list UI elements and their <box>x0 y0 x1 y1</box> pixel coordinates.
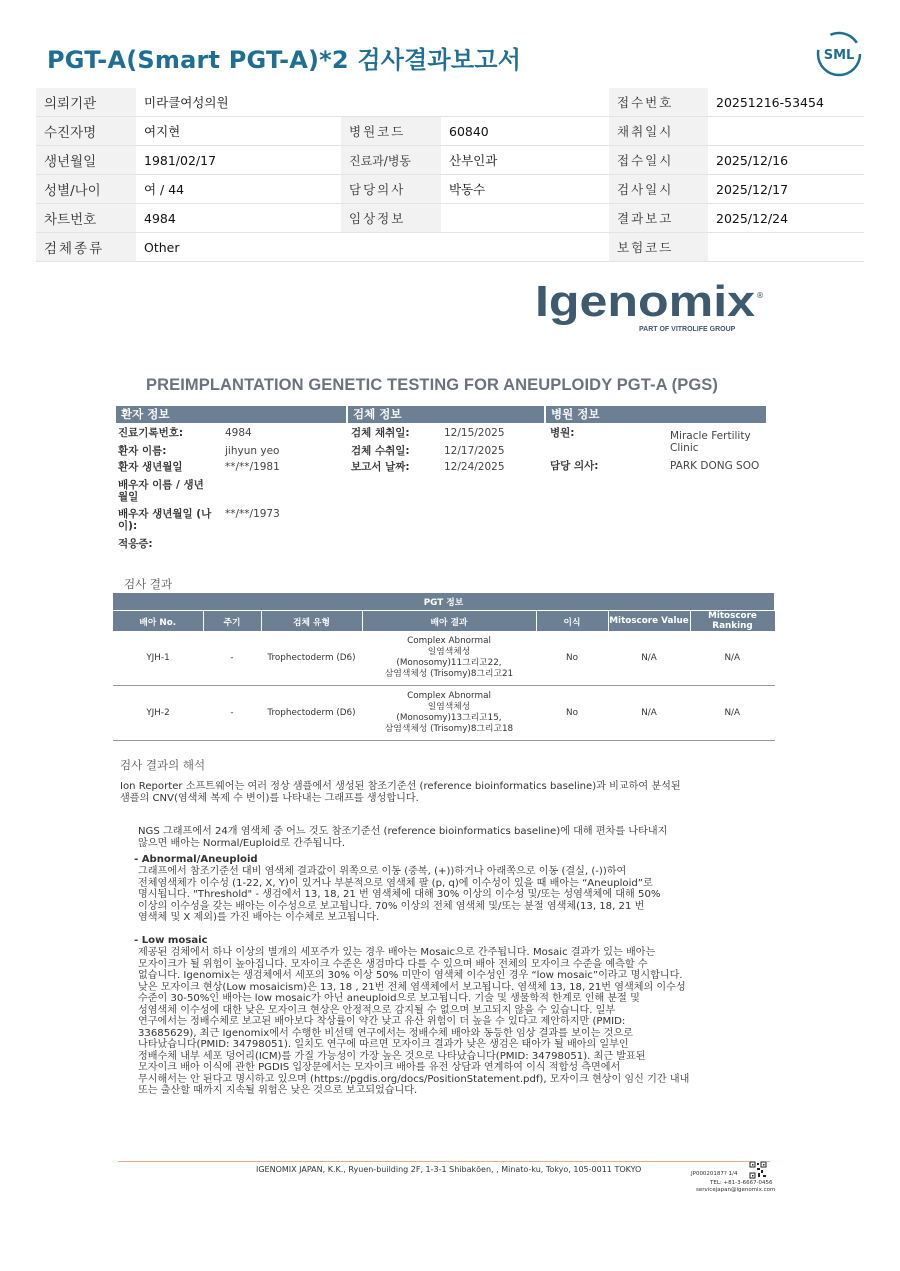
pgt-info-header: PGT 정보 <box>113 593 775 611</box>
igenomix-logo-text: Igenomix <box>535 278 756 326</box>
col-embryo-result: 배아 결과 <box>362 611 536 632</box>
footer-tel: TEL: +81-3-6667-0456 <box>710 1180 773 1186</box>
specimen-info-header: 검체 정보 <box>348 406 544 423</box>
meta-value <box>708 117 864 146</box>
report-date-value: 12/24/2025 <box>444 461 505 473</box>
result-line: Complex Abnormal <box>407 691 491 701</box>
collected-label: 검체 채취일: <box>351 427 410 439</box>
mosaic-paragraph <box>138 947 689 1097</box>
col-mitoscore-ranking: Mitoscore Ranking <box>690 611 775 632</box>
sml-logo-text: SML <box>823 48 855 63</box>
text-line: 모자이크가 될 위험이 높아집니다. 모자이크 수준은 생검마다 다를 수 있으며 배아 전체의 모자이크 수준을 예측할 수 <box>138 958 648 970</box>
meta-row <box>36 117 864 146</box>
pgt-title: PREIMPLANTATION GENETIC TESTING FOR ANEUPLOIDY PGT-A (PGS) <box>146 376 719 394</box>
qr-code-icon <box>749 1161 767 1179</box>
text-line: 정배수체 내부 세포 덩어리(ICM)를 가질 가능성이 가장 높은 것으로 나타났습니다(PMID: 34798051). 최근 발표된 <box>138 1050 646 1062</box>
patient-info-header: 환자 정보 <box>116 406 346 423</box>
text-line: NGS 그래프에서 24개 염색체 중 어느 것도 참조기준선 (reference bioinformatics baseline)에 대해 편차를 나타내지 <box>138 826 668 837</box>
patient-meta-table <box>36 88 864 262</box>
col-embryo-no: 배아 No. <box>113 611 203 632</box>
meta-key: 접수일시 <box>609 146 708 175</box>
text-line: 그래프에서 참조기준선 대비 염색체 결과값이 위쪽으로 이동 (중복, (+))하거나 아래쪽으로 이동 (결실, (-))하여 <box>138 866 627 877</box>
meta-value: 1981/02/17 <box>136 146 341 175</box>
mitoscore-ranking: N/A <box>690 631 775 686</box>
sample-type: Trophectoderm (D6) <box>261 686 362 741</box>
meta-value: 4984 <box>136 204 341 233</box>
meta-value: 여지현 <box>136 117 341 146</box>
meta-value: 2025/12/17 <box>708 175 864 204</box>
meta-value: 산부인과 <box>441 146 609 175</box>
results-table <box>113 593 775 741</box>
footer-address: IGENOMIX JAPAN, K.K., Ryuen-building 2F, 1-3-1 Shibakōen, , Minato-ku, Tokyo, 105-0011 TOKYO <box>256 1165 642 1174</box>
mitoscore-ranking: N/A <box>690 686 775 741</box>
embryo-id: YJH-1 <box>113 631 203 686</box>
meta-key: 접수번호 <box>609 88 708 117</box>
hospital-value: Miracle Fertility Clinic <box>670 430 751 454</box>
meta-value: 미라클여성의원 <box>136 88 609 117</box>
meta-key: 임상정보 <box>341 204 441 233</box>
mitoscore-value: N/A <box>608 686 690 741</box>
meta-value <box>441 204 609 233</box>
transfer: No <box>536 686 608 741</box>
cycle: - <box>203 686 261 741</box>
meta-row <box>36 175 864 204</box>
embryo-result <box>362 631 536 686</box>
spouse-dob-value: **/**/1973 <box>225 508 280 520</box>
meta-value: 20251216-53454 <box>708 88 864 117</box>
meta-key: 보험코드 <box>609 233 708 262</box>
interpretation-title: 검사 결과의 해석 <box>120 758 206 772</box>
received-label: 검체 수취일: <box>351 445 410 457</box>
intro-paragraph <box>120 781 681 804</box>
mosaic-title: - Low mosaic <box>134 935 208 946</box>
text-line: 성염색체 이수성에 대한 낮은 모자이크 현상은 안정적으로 감지될 수 없으며 보고되지 않을 수 있습니다. 일부 <box>138 1004 616 1016</box>
text-line: 이상의 이수성을 갖는 배아는 이수성으로 보고됩니다. 70% 이상의 전체 염색체 및/또는 분절 염색체(13, 18, 21 번 <box>138 900 645 912</box>
col-mitoscore-value: Mitoscore Value <box>608 611 690 632</box>
text-line: 명시됩니다. "Threshold" - 생검에서 13, 18, 21 번 염색체에 대해 30% 이상의 이수성 및/또는 성염색체에 대해 50% <box>138 889 661 900</box>
col-cycle: 주기 <box>203 611 261 632</box>
result-line: 삼염색체성 (Trisomy)8그리고18 <box>384 724 514 734</box>
meta-value: 2025/12/24 <box>708 204 864 233</box>
text-line: 33685629), 최근 Igenomix에서 수행한 비선택 연구에서는 정배수체 배아와 동등한 임상 결과를 보이는 것으로 <box>138 1027 633 1039</box>
cycle: - <box>203 631 261 686</box>
embryo-id: YJH-2 <box>113 686 203 741</box>
meta-key: 검체종류 <box>36 233 136 262</box>
col-sample-type: 검체 유형 <box>261 611 362 632</box>
ngs-paragraph <box>138 826 667 849</box>
meta-row <box>36 204 864 233</box>
hospital-label: 병원: <box>550 427 575 439</box>
meta-value: 여 / 44 <box>136 175 341 204</box>
footer-code: JP00020187? 1/4 <box>691 1171 738 1177</box>
meta-row <box>36 88 864 117</box>
table-row <box>113 631 775 686</box>
text-line: 낮은 모자이크 현상(Low mosaicism)은 13, 18 , 21번 전체 염색체에서 보고됩니다. 염색체 13, 18, 21번 염색체의 이수성 <box>138 981 686 993</box>
record-value: 4984 <box>225 427 252 439</box>
result-line: 일염색체성 <box>427 647 471 657</box>
meta-value: 2025/12/16 <box>708 146 864 175</box>
meta-key: 진료과/병동 <box>341 146 441 175</box>
meta-row <box>36 146 864 175</box>
received-value: 12/17/2025 <box>444 445 505 457</box>
footer-email: servicejapan@igenomix.com <box>696 1187 776 1193</box>
registered-mark: ® <box>756 291 764 300</box>
result-line: (Monosomy)13그리고15, <box>396 713 502 723</box>
text-line: 염색체 및 X 제외)를 가진 배아는 이수체로 보고됩니다. <box>138 912 380 923</box>
text-line: 수준이 30-50%인 배아는 low mosaic가 아닌 aneuploid으로 보고됩니다. 기술 및 생물학적 한계로 인해 분절 및 <box>138 993 640 1004</box>
meta-value: 박동수 <box>441 175 609 204</box>
collected-value: 12/15/2025 <box>444 427 505 439</box>
meta-key: 수진자명 <box>36 117 136 146</box>
name-label: 환자 이름: <box>118 445 167 457</box>
mitoscore-value: N/A <box>608 631 690 686</box>
result-line: (Monosomy)11그리고22, <box>396 658 502 668</box>
text-line: 전체염색체가 이수성 (1-22, X, Y)이 있거나 부분적으로 염색체 팔 (p, q)에 이수성이 있을 때 배아는 “Aneuploid”로 <box>138 877 653 889</box>
name-value: jihyun yeo <box>225 445 280 457</box>
footer-divider <box>118 1161 770 1162</box>
hospital-info-header: 병원 정보 <box>546 406 766 423</box>
sample-type: Trophectoderm (D6) <box>261 631 362 686</box>
igenomix-sub-text: PART OF VITROLIFE GROUP <box>639 326 736 333</box>
result-line: 삼염색체성 (Trisomy)8그리고21 <box>384 669 514 679</box>
text-line: 무시해서는 안 된다고 명시하고 있으며 (https://pgdis.org/docs/PositionStatement.pdf), 모자이크 현상이 임신 기간 내내 <box>138 1073 690 1085</box>
doctor-value: PARK DONG SOO <box>670 460 760 472</box>
meta-key: 의뢰기관 <box>36 88 136 117</box>
spouse-dob-label: 배우자 생년월일 (나이): <box>118 508 212 532</box>
result-line: Complex Abnormal <box>407 636 491 646</box>
dob-label: 환자 생년월일 <box>118 461 183 473</box>
meta-value: Other <box>136 233 609 262</box>
text-line: 않으면 배아는 Normal/Euploid로 간주됩니다. <box>138 837 346 849</box>
abnormal-title: - Abnormal/Aneuploid <box>134 854 258 865</box>
record-label: 진료기록번호: <box>118 427 184 439</box>
igenomix-logo <box>535 278 765 338</box>
text-line: 또는 출산할 때까지 지속될 위험은 낮은 것으로 보고되었습니다. <box>138 1085 418 1096</box>
meta-key: 검사일시 <box>609 175 708 204</box>
dob-value: **/**/1981 <box>225 461 280 473</box>
report-title: PGT-A(Smart PGT-A)*2 검사결과보고서 <box>47 46 522 74</box>
meta-row <box>36 233 864 262</box>
text-line: Ion Reporter 소프트웨어는 여러 정상 샘플에서 생성된 참조기준선 (reference bioinformatics baseline)과 비교하여 분석된 <box>120 781 681 792</box>
report-date-label: 보고서 날짜: <box>351 461 410 473</box>
text-line: 모자이크 배아 이식에 관한 PGDIS 입장문에서는 모자이크 배아를 유전 상담과 연계하여 이식 적합성 측면에서 <box>138 1062 621 1073</box>
meta-key: 병원코드 <box>341 117 441 146</box>
transfer: No <box>536 631 608 686</box>
meta-key: 담당의사 <box>341 175 441 204</box>
embryo-result <box>362 686 536 741</box>
meta-key: 생년월일 <box>36 146 136 175</box>
meta-key: 채취일시 <box>609 117 708 146</box>
table-row <box>113 686 775 741</box>
text-line: 제공된 검체에서 하나 이상의 별개의 세포주가 있는 경우 배아는 Mosaic으로 간주됩니다. Mosaic 결과가 있는 배아는 <box>138 947 656 958</box>
meta-key: 성별/나이 <box>36 175 136 204</box>
text-line: 나타났습니다(PMID: 34798051). 일치도 연구에 따르면 모자이크 결과가 낮은 생검은 태아가 될 배아의 일부인 <box>138 1039 629 1050</box>
result-line: 일염색체성 <box>427 702 471 712</box>
meta-value: 60840 <box>441 117 609 146</box>
sml-logo <box>815 30 863 78</box>
indication-label: 적응증: <box>118 538 153 550</box>
meta-key: 차트번호 <box>36 204 136 233</box>
text-line: 연구에서는 정배수체로 보고된 배아보다 착상률이 약간 낮고 유산 위험이 더 높을 수 있다고 제안하지만 (PMID: <box>138 1016 626 1027</box>
meta-key: 결과보고 <box>609 204 708 233</box>
spouse-label: 배우자 이름 / 생년월일 <box>118 479 204 503</box>
text-line: 없습니다. Igenomix는 생검체에서 세포의 30% 이상 50% 미만이 염색체 이수성인 경우 “low mosaic”이라고 명시합니다. <box>138 970 683 981</box>
meta-value <box>708 233 864 262</box>
results-section-title: 검사 결과 <box>124 577 173 591</box>
abnormal-paragraph <box>138 866 660 924</box>
col-transfer: 이식 <box>536 611 608 632</box>
doctor-label: 담당 의사: <box>550 460 599 472</box>
text-line: 샘플의 CNV(염색체 복제 수 변이)를 나타내는 그래프를 생성합니다. <box>120 792 419 804</box>
